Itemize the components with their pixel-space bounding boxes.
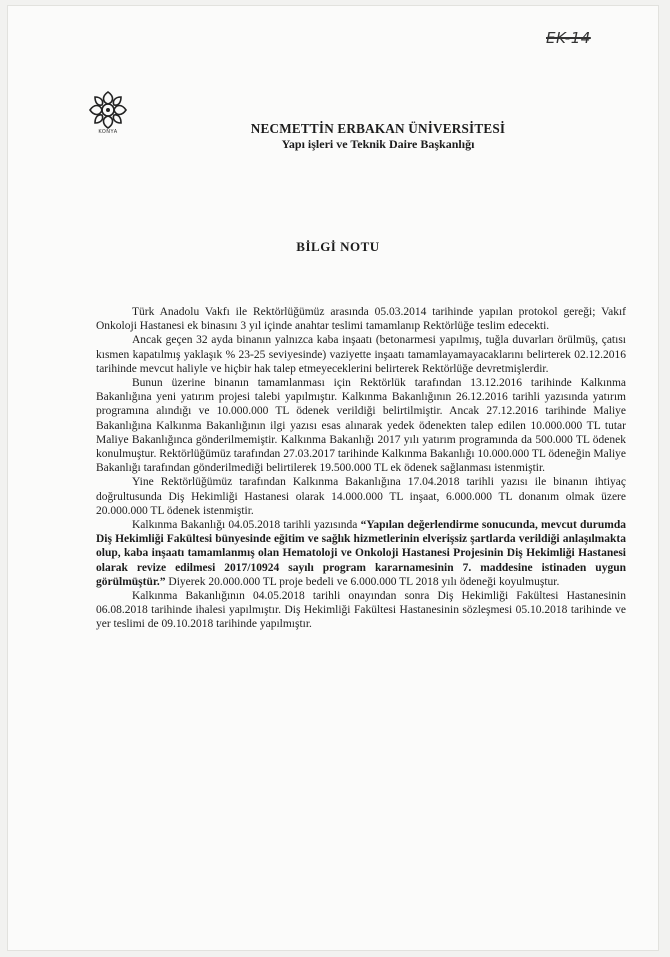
quoted-decision: “Yapılan değerlendirme sonucunda, mevcut durumda Diş Hekimliği Fakültesi bünyesinde eğitim ve sağlık hizmetlerinin elverişsiz şartlarda verildiği anlaşılmakta olup, kaba inşaatı tamamlanmış olan Hematoloji ve Onkoloji Hastanesi Projesinin Diş Hekimliği Hastanesi olarak revize edilmesi 2017/10924 sayılı program kararnamesinin 7. maddesine istinaden uygun görülmüştür.” <box>96 519 626 588</box>
logo-text: KONYA <box>98 129 118 135</box>
document-page <box>8 6 658 950</box>
konya-seal-icon <box>86 88 130 132</box>
paragraph: Türk Anadolu Vakfı ile Rektörlüğümüz arasında 05.03.2014 tarihinde yapılan protokol gereği; Vakıf Onkoloji Hastanesi ek binasını 3 yıl içinde anahtar teslimi tamamlanıp Rektörlüğe teslim edecekti. <box>96 306 626 333</box>
document-body <box>96 305 626 632</box>
university-name: NECMETTİN ERBAKAN ÜNİVERSİTESİ <box>250 121 506 136</box>
document-title: BİLGİ NOTU <box>296 239 380 254</box>
paragraph: Ancak geçen 32 ayda binanın yalnızca kaba inşaatı (betonarmesi yapılmış, tuğla duvarları örülmüş, çatısı kısmen kapatılmış yaklaşık % 23-25 seviyesinde) vaziyette inşaatı tamamlayamayacaklarını belirterek 02.12.2016 tarihinde mevcut haliyle ve hiçbir hak talep etmeyeceklerini belirterek Rektörlüğe devretmişlerdir. <box>96 334 626 375</box>
document-header <box>158 120 598 152</box>
paragraph <box>96 518 626 589</box>
paragraph-text: Kalkınma Bakanlığı 04.05.2018 tarihli yazısında <box>132 519 361 532</box>
paragraph: Yine Rektörlüğümüz tarafından Kalkınma Bakanlığına 17.04.2018 tarihli yazısı ile binanın ihtiyaç doğrultusunda Diş Hekimliği Hastanesi olarak 14.000.000 TL inşaat, 6.000.000 TL donanım olmak üzere 20.000.000 TL ödenek istenmiştir. <box>96 476 626 517</box>
page-mark: EK-14 <box>546 29 591 47</box>
paragraph-text: Diyerek 20.000.000 TL proje bedeli ve 6.000.000 TL 2018 yılı ödeneği koyulmuştur. <box>165 575 560 588</box>
paragraph: Bunun üzerine binanın tamamlanması için Rektörlük tarafından 13.12.2016 tarihinde Kalkınma Bakanlığına yeni yatırım projesi talebi yapılmıştır. Kalkınma Bakanlığının 26.12.2016 tarihli yazısında yatırım programına alındığı ve 10.000.000 TL ödenek verildiği belirtilmiştir. Ancak 27.12.2016 tarihinde Maliye Bakanlığına Kalkınma Bakanlığının ilgi yazısı esas alınarak yedek ödenekten talep edilen 10.000.000 TL tutar Maliye Bakanlığınca gönderilmemiştir. Kalkınma Bakanlığı 2017 yılı yatırım programında da 500.000 TL ödenek konulmuştur. Rektörlüğümüz tarafından 27.03.2017 tarihinde Kalkınma Bakanlığı 10.000.000 TL ödeneğin Maliye Bakanlığı tarafından gönderilmediği belirtilerek 19.500.000 TL ek ödenek sağlanması istenmiştir. <box>96 377 626 475</box>
department-name: Yapı işleri ve Teknik Daire Başkanlığı <box>281 137 475 151</box>
university-logo <box>86 88 130 138</box>
paragraph: Kalkınma Bakanlığının 04.05.2018 tarihli onayından sonra Diş Hekimliği Fakültesi Hastanesinin 06.08.2018 tarihinde ihalesi yapılmıştır. Diş Hekimliği Fakültesi Hastanesinin sözleşmesi 05.10.2018 tarihinde ve yer teslimi de 09.10.2018 tarihinde yapılmıştır. <box>96 590 626 631</box>
